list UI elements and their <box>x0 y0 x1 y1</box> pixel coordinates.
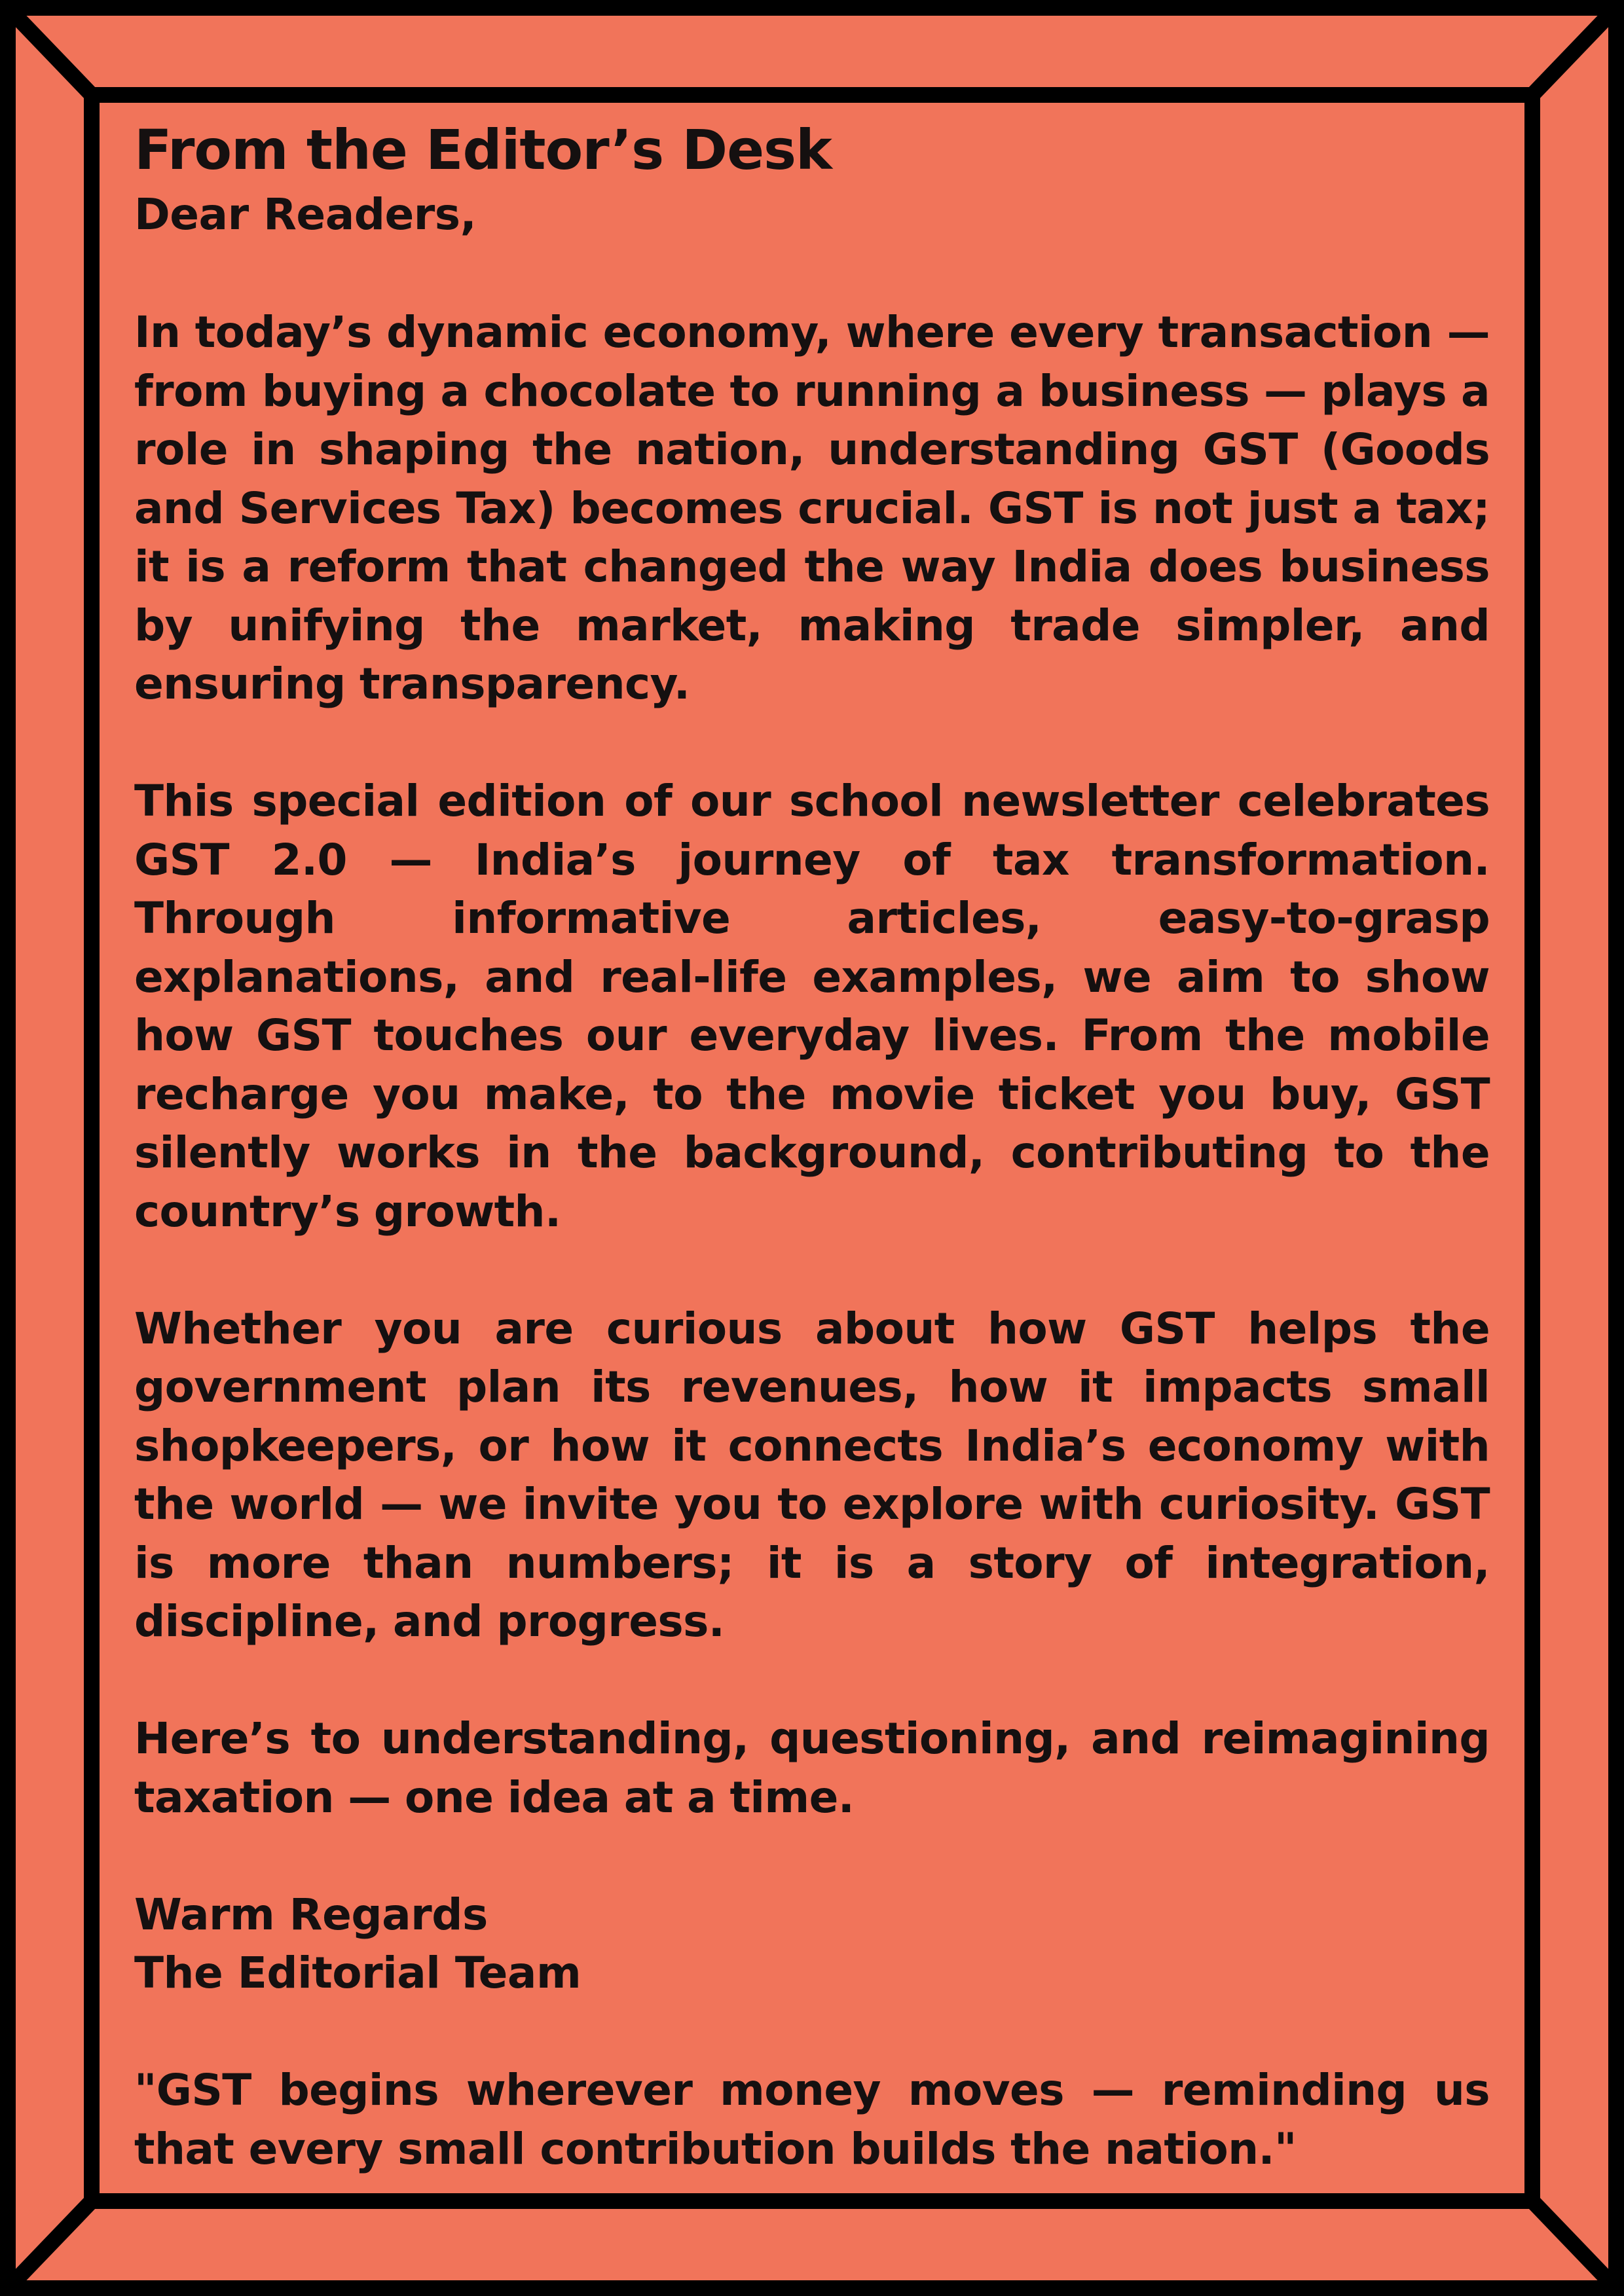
editor-letter <box>134 115 1490 2177</box>
paragraph-special-edition: This special edition of our school newsletter celebrates GST 2.0 — India’s journey of tax transformation. Through informative articles, easy-to-grasp explanations, and real-life examples, we aim to show how GST touches our everyday lives. From the mobile recharge you make, to the movie ticket you buy, GST silently works in the background, contributing to the country’s growth. <box>134 776 1490 1237</box>
closing-quote: "GST begins wherever money moves — reminding us that every small contribution builds the nation." <box>134 2065 1490 2174</box>
page-title: From the Editor’s Desk <box>134 118 832 182</box>
closing-text: Warm Regards <box>134 1889 488 1940</box>
salutation: Dear Readers, <box>134 189 477 240</box>
paragraph-invitation: Whether you are curious about how GST helps the government plan its revenues, how it impacts small shopkeepers, or how it connects India’s economy with the world — we invite you to explore with curiosity. GST is more than numbers; it is a story of integration, discipline, and progress. <box>134 1303 1490 1647</box>
signature-text: The Editorial Team <box>134 1948 581 1998</box>
paragraph-toast: Here’s to understanding, questioning, and reimagining taxation — one idea at a time. <box>134 1713 1490 1823</box>
signoff <box>134 1886 1490 2003</box>
paragraph-intro: In today’s dynamic economy, where every transaction — from buying a chocolate to running a business — plays a role in shaping the nation, understanding GST (Goods and Services Tax) becomes crucial. GST is not just a tax; it is a reform that changed the way India does business by unifying the market, making trade simpler, and ensuring transparency. <box>134 307 1490 709</box>
